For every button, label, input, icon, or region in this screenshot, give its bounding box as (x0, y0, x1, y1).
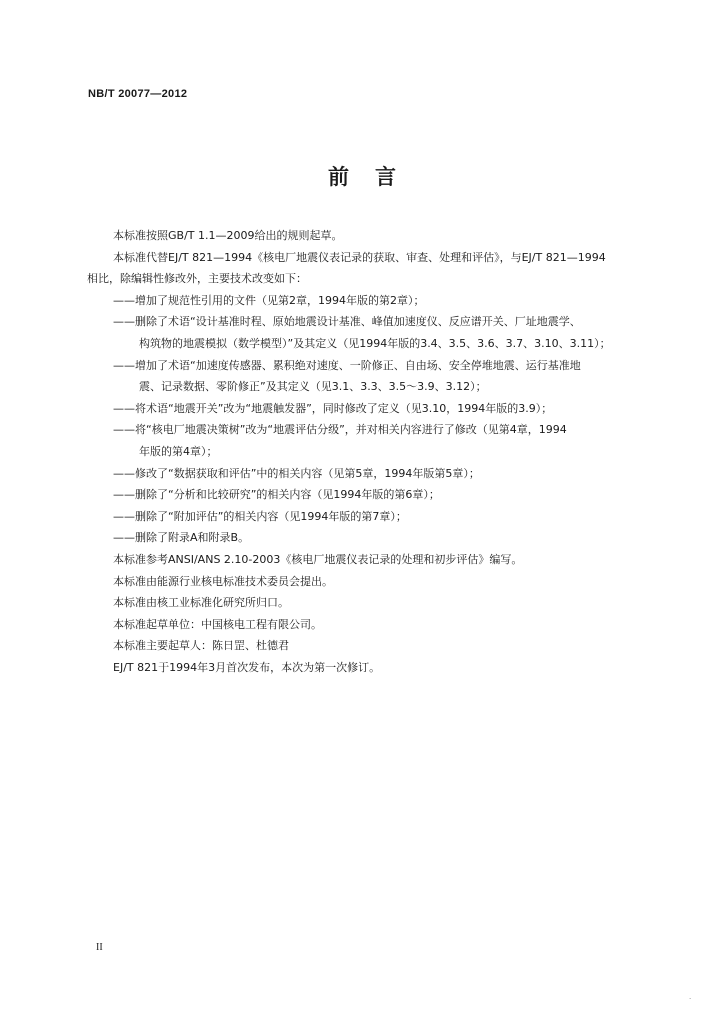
text-line: 本标准按照GB/T 1.1—2009给出的规则起草。 (113, 229, 343, 242)
text-line: ——删除了术语“设计基准时程、原始地震设计基准、峰值加速度仪、反应谱开关、厂址地震学、 (113, 315, 581, 329)
text-line: 本标准起草单位：中国核电工程有限公司。 (113, 617, 322, 631)
text-line: ——增加了术语“加速度传感器、累积绝对速度、一阶修正、自由场、安全停堆地震、运行基准地 (113, 358, 581, 372)
text-line: 相比，除编辑性修改外，主要技术改变如下： (87, 272, 307, 286)
text-line: 构筑物的地震模拟（数学模型）”及其定义（见1994年版的3.4、3.5、3.6、3.7、3.10、3.11）； (139, 336, 611, 350)
text-line: 本标准参考ANSI/ANS 2.10-2003《核电厂地震仪表记录的处理和初步评估》编写。 (113, 552, 523, 566)
standard-number: NB/T 20077—2012 (88, 88, 188, 100)
text-line: 本标准由能源行业核电标准技术委员会提出。 (113, 574, 333, 588)
page-number: II (96, 942, 103, 953)
text-line: ——增加了规范性引用的文件（见第2章，1994年版的第2章）； (113, 293, 425, 307)
text-line: 本标准代替EJ/T 821—1994《核电厂地震仪表记录的获取、审查、处理和评估》，与EJ/T 821—1994 (113, 250, 606, 264)
text-line: ——将“核电厂地震决策树”改为“地震评估分级”，并对相关内容进行了修改（见第4章，1994 (113, 423, 567, 437)
text-line: 本标准由核工业标准化研究所归口。 (113, 596, 289, 610)
text-line: ——删除了附录A和附录B。 (113, 531, 250, 545)
text-line: ——将术语“地震开关”改为“地震触发器”，同时修改了定义（见3.10，1994年版的3.9）； (113, 401, 553, 415)
text-line: EJ/T 821于1994年3月首次发布，本次为第一次修订。 (113, 660, 381, 674)
text-line: 本标准主要起草人：陈日罡、杜德君 (113, 639, 289, 653)
foreword-body (87, 225, 653, 678)
text-line: 震、记录数据、零阶修正”及其定义（见3.1、3.3、3.5～3.9、3.12）； (139, 380, 487, 394)
page-title: 前言 (328, 165, 422, 189)
text-line: ——修改了“数据获取和评估”中的相关内容（见第5章，1994年版第5章）； (113, 466, 480, 480)
text-line: ——删除了“附加评估”的相关内容（见1994年版的第7章）； (113, 509, 407, 523)
scan-speck: . (689, 993, 692, 1001)
text-line: 年版的第4章）； (139, 444, 218, 458)
text-line: ——删除了“分析和比较研究”的相关内容（见1994年版的第6章）； (113, 488, 440, 502)
